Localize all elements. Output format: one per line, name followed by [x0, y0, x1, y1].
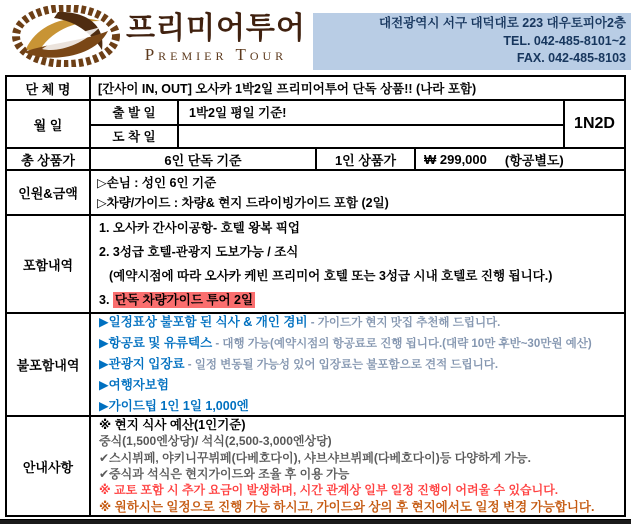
company-fax: FAX. 042-485-8103 [516, 51, 626, 66]
notice-line-meal-budget: ※ 현지 식사 예산(1인기준) [99, 417, 246, 432]
not-included-item: ▶일정표상 불포함 된 식사 & 개인 경비 - 가이드가 현지 맛집 추천해 드립니다. [99, 315, 501, 329]
notice-line-meal-prices: 중식(1,500엔상당)/ 석식(2,500-3,000엔상당) [99, 434, 332, 449]
row-group-name [7, 77, 624, 99]
row-notice [7, 415, 624, 515]
brand-subtitle: Premier Tour [144, 45, 288, 64]
brand-title: 프리미어투어 [126, 12, 306, 45]
company-logo [12, 5, 306, 72]
company-contact-box [313, 13, 631, 70]
departure-value: 1박2일 평일 기준! [177, 101, 563, 124]
not-included-item: ▶가이드팁 1인 1일 1,000엔 [99, 399, 249, 413]
not-included-details [89, 314, 624, 415]
per-person-label: 1인 상품가 [315, 149, 414, 169]
bottom-divider [0, 519, 631, 524]
row-price [7, 147, 624, 169]
group-name-label: 단 체 명 [25, 81, 71, 97]
row-included [7, 214, 624, 312]
company-address: 대전광역시 서구 대덕대로 223 대우토피아2층 [379, 16, 626, 31]
arrival-label: 도 착 일 [112, 130, 156, 145]
product-table [5, 75, 626, 517]
schedule-subtable [89, 101, 563, 147]
departure-row [91, 101, 563, 124]
party-line: ▷차량/가이드 : 차량& 현지 드라이빙가이드 포함 (2일) [97, 195, 389, 210]
included-details [89, 216, 624, 312]
nights-code: 1N2D [563, 101, 624, 147]
not-included-item: ▶여행자보험 [99, 378, 169, 392]
brand-text [126, 14, 306, 63]
highlight-text: 단독 차량가이드 투어 2일 [114, 293, 254, 307]
not-included-item: ▶관광지 입장료 - 일정 변동될 가능성 있어 입장료는 불포함으로 견적 드립니다. [99, 357, 499, 371]
row-schedule [7, 99, 624, 147]
arrival-row [91, 124, 563, 147]
row-party [7, 169, 624, 214]
notice-line-schedule-change: ※ 원하시는 일정으로 진행 가능 하시고, 가이드와 상의 후 현지에서도 일정 변경 가능합니다. [99, 499, 595, 514]
row-not-included [7, 312, 624, 415]
party-details [89, 171, 624, 214]
notice-line-buffet: ✔스시뷔페, 야키니꾸뷔페(다베호다이), 샤브샤브뷔페(다베호다이)등 다양하게 가능. [99, 450, 531, 465]
price-note: (항공별도) [504, 152, 564, 168]
not-included-item: ▶항공료 및 유류텍스 - 대행 가능(예약시점의 항공료로 진행 됩니다.(대략 10만 후반~30만원 예산) [99, 336, 592, 350]
notice-details [89, 417, 624, 515]
highlight-prefix: 3. [99, 293, 113, 307]
included-line: 2. 3성급 호텔-관광지 도보가능 / 조식 [99, 245, 299, 259]
notice-line-kyoto-warning: ※ 교토 포함 시 추가 요금이 발생하며, 시간 관계상 일부 일정 진행이 어려울 수 있습니다. [99, 483, 559, 498]
departure-label: 출 발 일 [112, 106, 156, 121]
group-name-value: [간사이 IN, OUT] 오사카 1박2일 프리미어투어 단독 상품!! (나라 포함) [89, 77, 624, 99]
party-line: ▷손님 : 성인 6인 기준 [97, 175, 217, 190]
per-person-price [414, 149, 624, 169]
notice-line-meal-coordination: ✔중식과 석식은 현지가이드와 조율 후 이용 가능 [99, 467, 350, 481]
price-basis: 6인 단독 기준 [89, 149, 315, 169]
included-line-note: (예약시점에 따라 오사카 케빈 프리미어 호텔 또는 3성급 시내 호텔로 진행 됩니다.) [109, 269, 553, 283]
not-included-label: 불포함내역 [16, 358, 80, 373]
company-tel: TEL. 042-485-8101~2 [503, 33, 626, 48]
included-label: 포함내역 [22, 257, 74, 273]
arrival-value [177, 126, 563, 147]
laurel-wreath-logo-icon [12, 5, 120, 72]
party-label: 인원&금액 [18, 186, 78, 201]
price-label: 총 상품가 [21, 152, 75, 168]
included-line: 1. 오사카 간사이공항- 호텔 왕복 픽업 [99, 221, 301, 235]
notice-label: 안내사항 [22, 459, 74, 475]
schedule-label: 월 일 [33, 117, 63, 133]
price-amount: ₩ 299,000 [424, 151, 487, 167]
included-line-highlighted [99, 288, 624, 312]
